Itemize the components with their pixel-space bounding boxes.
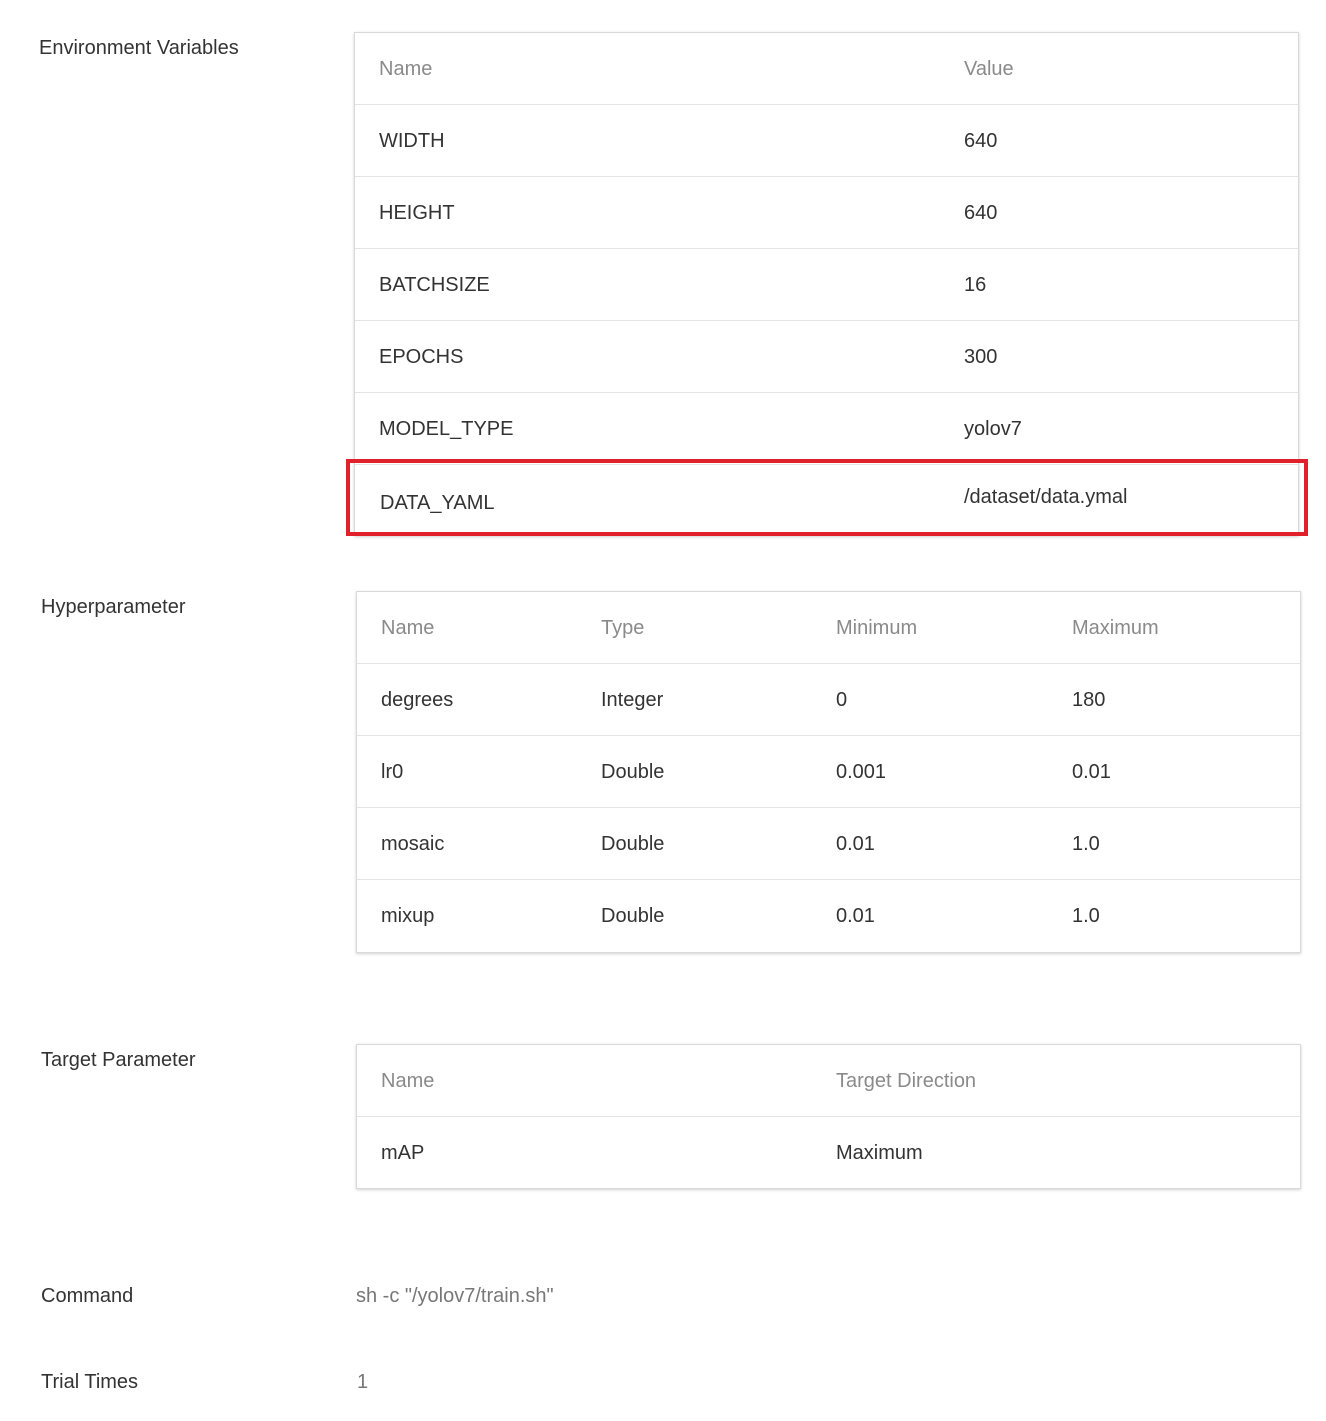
target-name: mAP	[381, 1142, 425, 1164]
target-section-label: Target Parameter	[41, 1049, 196, 1071]
hyper-max: 180	[1072, 689, 1106, 711]
table-row	[355, 177, 1298, 249]
table-row-highlighted	[355, 465, 1298, 537]
env-var-name: EPOCHS	[379, 346, 464, 368]
env-header-name: Name	[379, 58, 433, 80]
hyper-type: Double	[601, 905, 665, 927]
trial-times-value: 1	[357, 1371, 369, 1393]
hyper-header-name: Name	[381, 617, 435, 639]
env-var-name: BATCHSIZE	[379, 274, 490, 296]
table-row	[357, 736, 1300, 808]
env-var-value: yolov7	[964, 418, 1022, 440]
target-table-header	[357, 1045, 1300, 1117]
env-var-value: 640	[964, 202, 998, 224]
hyper-table	[356, 591, 1301, 953]
command-value: sh -c "/yolov7/train.sh"	[356, 1285, 554, 1307]
hyper-max: 0.01	[1072, 761, 1111, 783]
hyper-type: Integer	[601, 689, 664, 711]
table-row	[357, 1117, 1300, 1189]
hyper-section-label: Hyperparameter	[41, 596, 186, 618]
hyper-max: 1.0	[1072, 905, 1100, 927]
env-var-value: 16	[964, 274, 987, 296]
hyper-min: 0.01	[836, 905, 875, 927]
hyper-type: Double	[601, 761, 665, 783]
env-section-label: Environment Variables	[39, 37, 239, 59]
env-header-value: Value	[964, 58, 1014, 80]
hyper-min: 0.01	[836, 833, 875, 855]
env-var-value: /dataset/data.ymal	[964, 486, 1128, 508]
env-table-header	[355, 33, 1298, 105]
hyper-header-max: Maximum	[1072, 617, 1159, 639]
command-label: Command	[41, 1285, 134, 1307]
table-row	[357, 808, 1300, 880]
target-direction: Maximum	[836, 1142, 923, 1164]
hyper-max: 1.0	[1072, 833, 1100, 855]
trial-times-label: Trial Times	[41, 1371, 139, 1393]
table-row	[355, 393, 1298, 465]
table-row	[355, 321, 1298, 393]
env-var-name: MODEL_TYPE	[379, 418, 514, 440]
env-var-name: DATA_YAML	[380, 492, 495, 514]
hyper-min: 0	[836, 689, 848, 711]
hyper-name: mixup	[381, 905, 435, 927]
hyper-table-header	[357, 592, 1300, 664]
target-table	[356, 1044, 1301, 1189]
env-var-name: HEIGHT	[379, 202, 455, 224]
target-header-name: Name	[381, 1070, 435, 1092]
env-var-name: WIDTH	[379, 130, 445, 152]
env-var-value: 640	[964, 130, 998, 152]
target-header-direction: Target Direction	[836, 1070, 977, 1092]
hyper-name: mosaic	[381, 833, 445, 855]
hyper-name: lr0	[381, 761, 404, 783]
hyper-header-type: Type	[601, 617, 645, 639]
table-row	[355, 249, 1298, 321]
hyper-type: Double	[601, 833, 665, 855]
env-var-value: 300	[964, 346, 998, 368]
table-row	[357, 664, 1300, 736]
table-row	[355, 105, 1298, 177]
hyper-min: 0.001	[836, 761, 887, 783]
hyper-name: degrees	[381, 689, 454, 711]
env-table	[354, 32, 1299, 536]
table-row	[357, 880, 1300, 952]
hyper-header-min: Minimum	[836, 617, 918, 639]
